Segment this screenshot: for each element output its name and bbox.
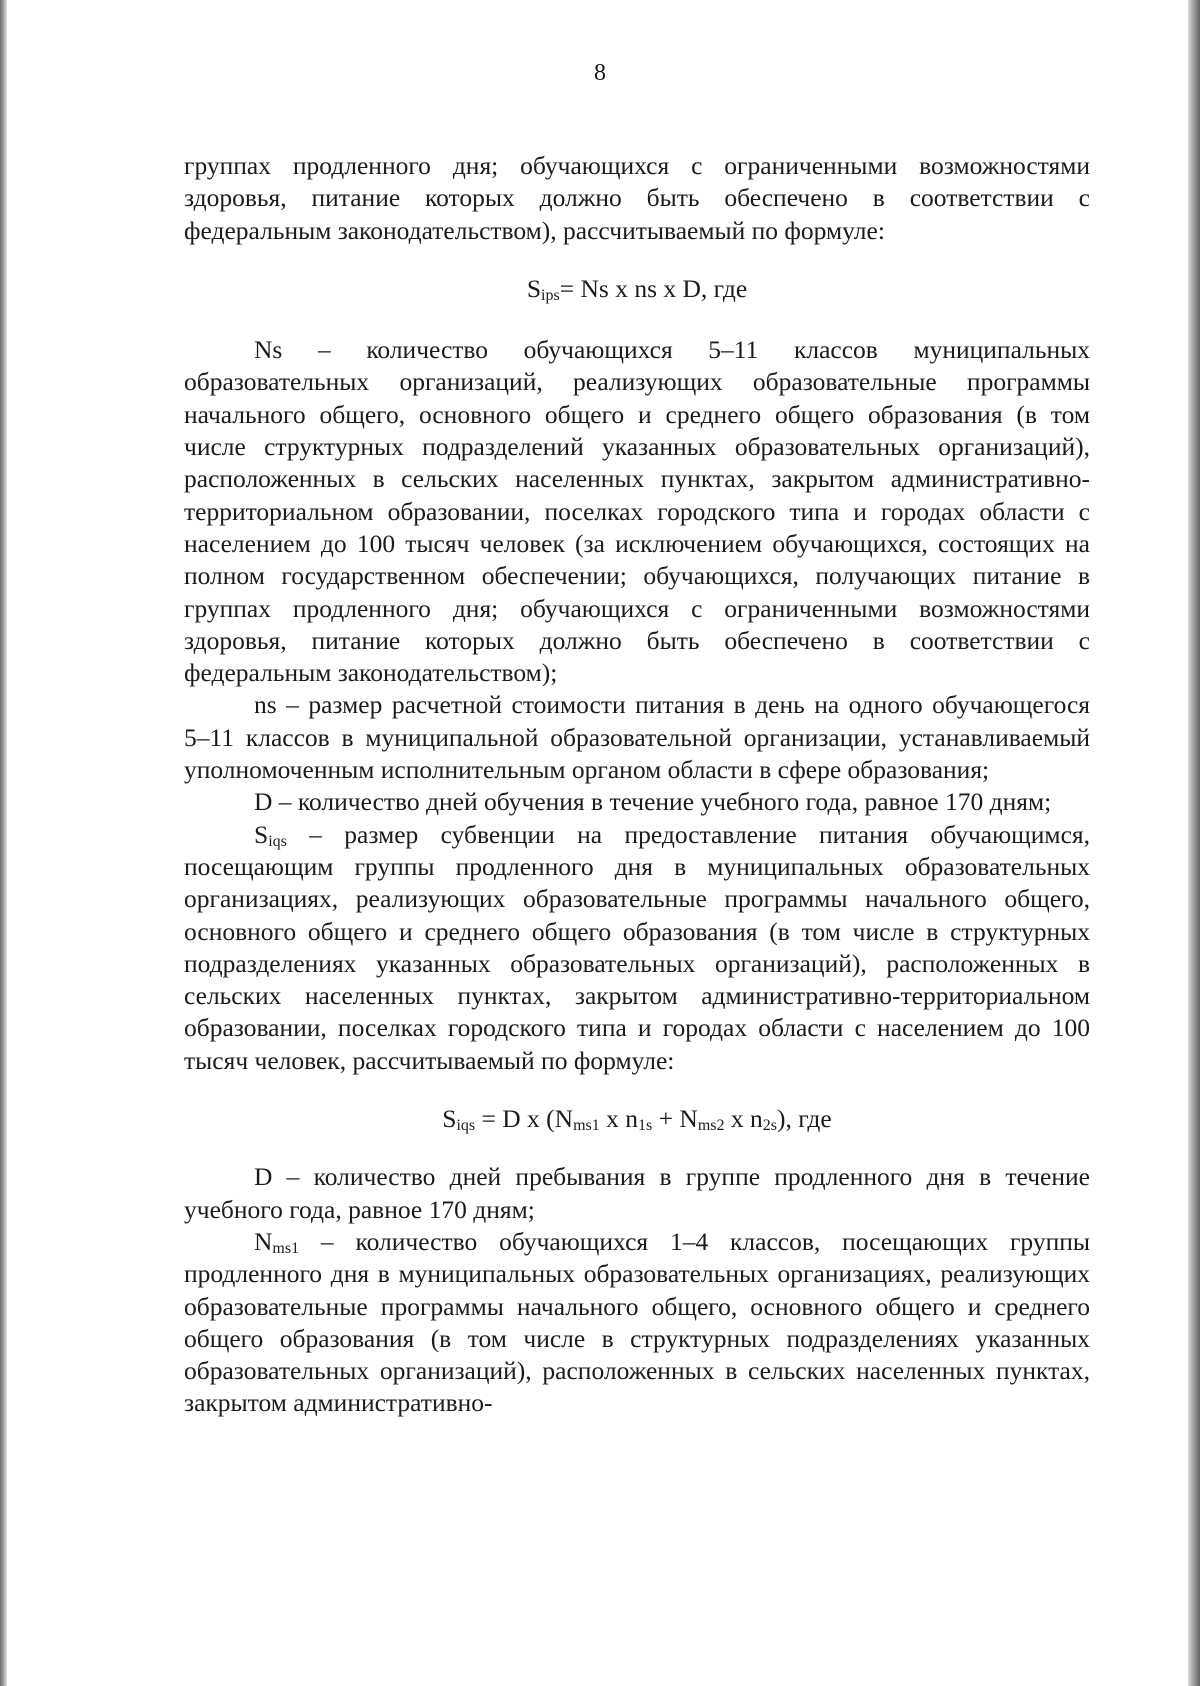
- formula-part: + N: [652, 1104, 698, 1134]
- paragraph-d-definition: D – количество дней обучения в течение учебного года, равное 170 дням;: [254, 787, 1052, 817]
- formula-part: = D x (N: [475, 1104, 574, 1134]
- symbol-s: S: [254, 819, 269, 849]
- symbol-subscript-iqs: iqs: [268, 832, 287, 850]
- paragraph-continuation: группах продленного дня; обучающихся с ограниченными возможностями здоровья, питание которых должно быть обеспечено в соответствии с федеральным законодательством), рассчитываемый по формуле:: [184, 151, 1090, 245]
- paragraph-text: – размер субвенции на предоставление питания обучающимся, посещающим группы продленного дня в муниципальных образовательных организациях, реализующих образовательные программы начального общего, основного общего и среднего общего образования (в том числе в структурных подразделениях указанных образовательных организаций), расположенных в сельских населенных пунктах, закрытом административно-территориальном образовании, поселках городского типа и городах области с населением до 100 тысяч человек, рассчитываемый по формуле:: [184, 819, 1090, 1075]
- formula-s-iqs: [184, 1103, 1090, 1135]
- formula-part: x n: [724, 1104, 763, 1134]
- formula-part: x n: [599, 1104, 639, 1134]
- page-number: 8: [594, 60, 606, 86]
- scan-edge-left: [0, 0, 7, 1686]
- paragraph-ns-definition: Ns – количество обучающихся 5–11 классов муниципальных образовательных организаций, реализующих образовательные программы начального общего, основного общего и среднего общего образования (в том числе структурных подразделений указанных образовательных организаций), расположенных в сельских населенных пунктах, закрытом административно-территориальном образовании, поселках городского типа и городах области с населением до 100 тысяч человек (за исключением обучающихся, состоящих на полном государственном обеспечении; обучающихся, получающих питание в группах продленного дня; обучающихся с ограниченными возможностями здоровья, питание которых должно быть обеспечено в соответствии с федеральным законодательством);: [184, 335, 1090, 688]
- formula-subscript: iqs: [456, 1117, 476, 1135]
- formula-s-ips: [184, 273, 1090, 305]
- formula-subscript: 2s: [762, 1117, 777, 1135]
- paragraph-s-iqs-definition: [184, 819, 1090, 1077]
- paragraph-d-group-definition: D – количество дней пребывания в группе продленного дня в течение учебного года, равное 170 дням;: [184, 1162, 1090, 1224]
- formula-symbol: S: [526, 273, 542, 303]
- formula-expression: = Ns x ns x D, где: [559, 273, 748, 303]
- paragraph-text: – количество обучающихся 1–4 классов, посещающих группы продленного дня в муниципальных образовательных организациях, реализующих образовательные программы начального общего, основного общего и среднего общего образования (в том числе в структурных подразделениях указанных образовательных организаций), расположенных в сельских населенных пунктах, закрытом административно-: [184, 1226, 1090, 1418]
- formula-subscript: ms2: [697, 1117, 725, 1135]
- paragraph-ns-small-definition: ns – размер расчетной стоимости питания в день на одного обучающегося 5–11 классов в муниципальной образовательной организации, устанавливаемый уполномоченным исполнительным органом области в сфере образования;: [184, 690, 1090, 785]
- document-body: [184, 150, 1090, 1420]
- formula-subscript: ms1: [573, 1117, 600, 1135]
- symbol-subscript-ms1: ms1: [272, 1239, 300, 1257]
- scan-edge-right: [1188, 0, 1200, 1686]
- symbol-n: N: [254, 1226, 273, 1256]
- formula-symbol: S: [442, 1104, 457, 1134]
- formula-subscript: 1s: [638, 1117, 653, 1135]
- paragraph-n-ms1-definition: [184, 1226, 1090, 1420]
- formula-part: ), где: [776, 1104, 832, 1134]
- formula-subscript: ips: [541, 286, 560, 304]
